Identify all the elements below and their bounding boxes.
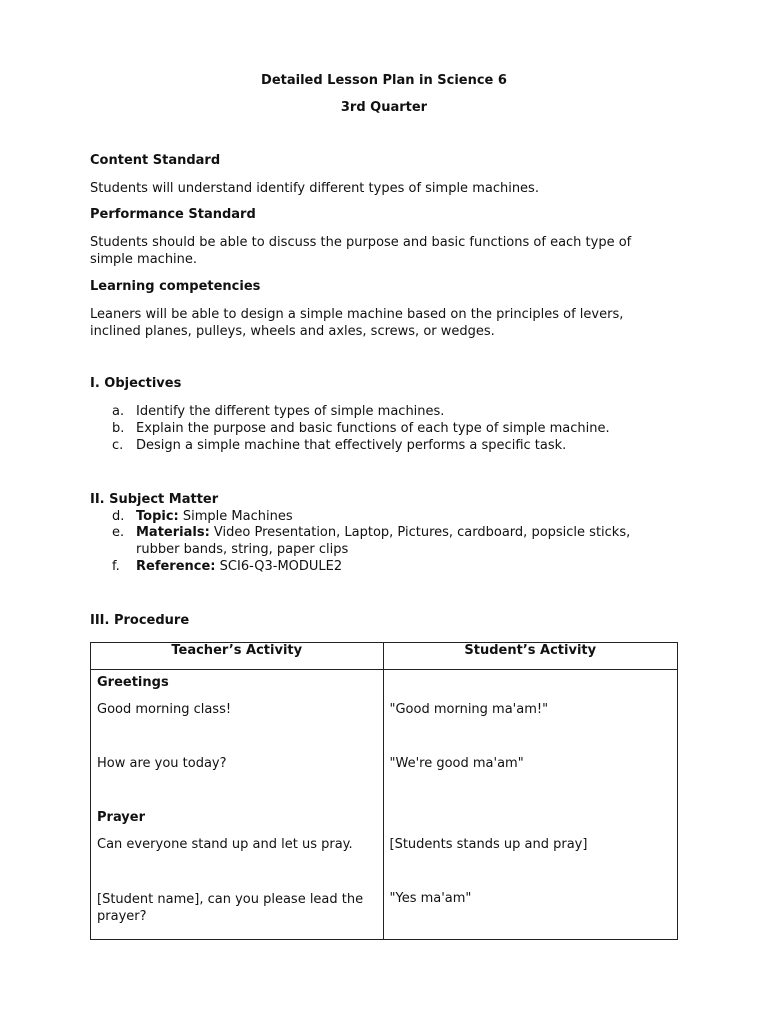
table-row [91, 751, 678, 805]
list-marker: d. [112, 509, 125, 524]
list-marker: c. [112, 438, 124, 453]
materials-value: Video Presentation, Laptop, Pictures, cardboard, popsicle sticks, [213, 525, 631, 540]
content-standard-heading: Content Standard [90, 153, 221, 168]
table-cell-empty [383, 805, 678, 832]
list-marker: e. [112, 525, 125, 540]
topic-label: Topic: [136, 509, 179, 524]
prayer-heading: Prayer [97, 810, 146, 825]
objective-text: Identify the different types of simple machines. [136, 404, 445, 419]
procedure-heading: III. Procedure [90, 613, 190, 628]
table-row [91, 670, 678, 698]
teacher-activity-header: Teacher’s Activity [91, 643, 384, 670]
student-cell: "We're good ma'am" [383, 751, 678, 805]
content-standard-text: Students will understand identify different types of simple machines. [90, 181, 539, 196]
procedure-table [90, 642, 678, 940]
objectives-heading: I. Objectives [90, 376, 182, 391]
student-cell: "Yes ma'am" [383, 886, 678, 940]
list-marker: f. [112, 559, 120, 574]
learning-competencies-heading: Learning competencies [90, 279, 261, 294]
subject-matter-heading: II. Subject Matter [90, 492, 219, 507]
table-header-row [91, 643, 678, 670]
topic-value: Simple Machines [182, 509, 293, 524]
teacher-cell: How are you today? [91, 751, 384, 805]
table-row [91, 805, 678, 832]
prayer-heading-cell [91, 805, 384, 832]
teacher-cell: Good morning class! [91, 697, 384, 751]
performance-standard-text: Students should be able to discuss the purpose and basic functions of each type of simple machine. [90, 235, 632, 267]
performance-standard-heading: Performance Standard [90, 207, 256, 222]
list-marker: a. [112, 404, 125, 419]
reference-label: Reference: [136, 559, 216, 574]
list-marker: b. [112, 421, 125, 436]
table-row [91, 832, 678, 886]
materials-label: Materials: [136, 525, 210, 540]
student-activity-header: Student’s Activity [383, 643, 678, 670]
document-title: Detailed Lesson Plan in Science 6 [261, 73, 507, 88]
table-cell-empty [383, 670, 678, 698]
student-cell: "Good morning ma'am!" [383, 697, 678, 751]
teacher-cell: [Student name], can you please lead the prayer? [91, 886, 384, 940]
greetings-heading: Greetings [97, 675, 169, 690]
objective-text: Design a simple machine that effectively performs a specific task. [136, 438, 567, 453]
greetings-heading-cell [91, 670, 384, 698]
materials-value-continued: rubber bands, string, paper clips [136, 542, 349, 557]
learning-competencies-text: Leaners will be able to design a simple machine based on the principles of levers, inclined planes, pulleys, wheels and axles, screws, or wedges. [90, 307, 624, 339]
objective-text: Explain the purpose and basic functions of each type of simple machine. [136, 421, 610, 436]
reference-value: SCI6-Q3-MODULE2 [219, 559, 343, 574]
student-cell: [Students stands up and pray] [383, 832, 678, 886]
table-row [91, 886, 678, 940]
document-subtitle: 3rd Quarter [340, 100, 428, 115]
table-row [91, 697, 678, 751]
teacher-cell: Can everyone stand up and let us pray. [91, 832, 384, 886]
